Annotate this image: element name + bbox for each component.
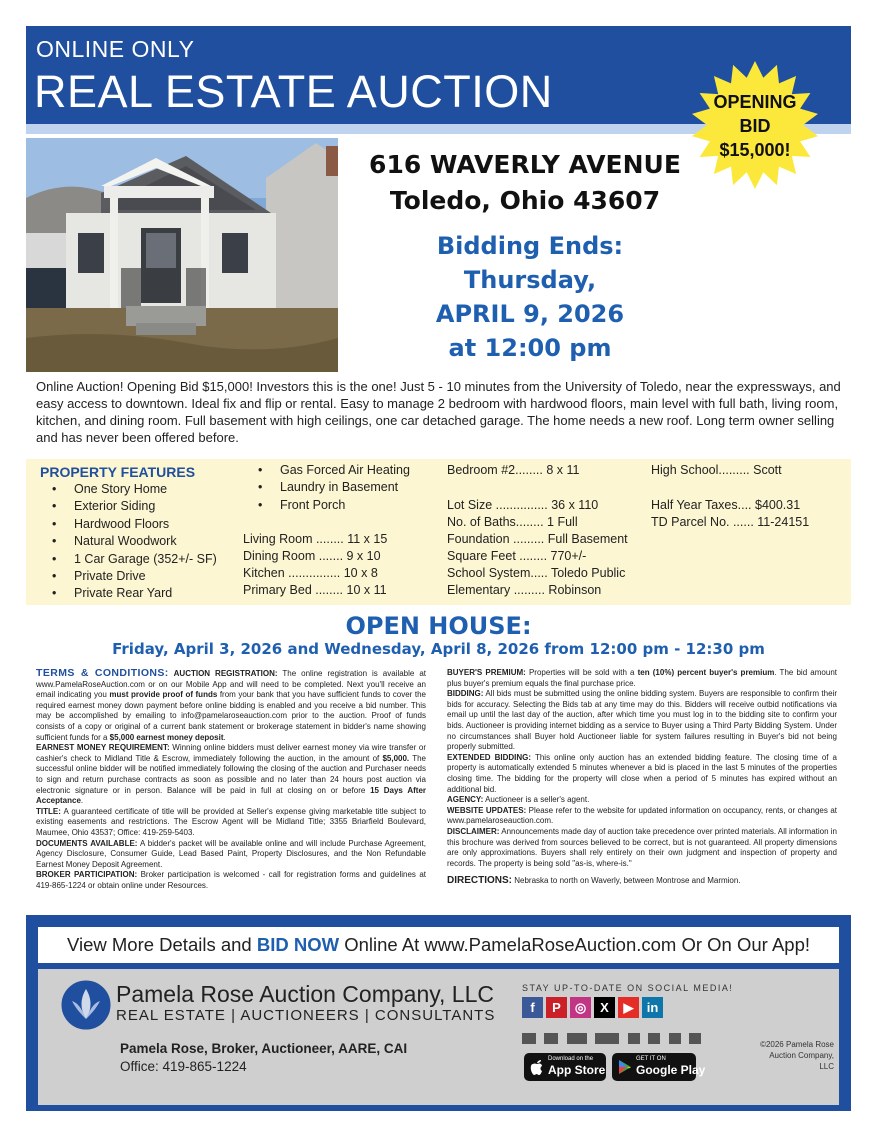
company-logo-icon — [60, 979, 112, 1031]
association-logo-icon — [567, 1033, 587, 1044]
list-item: • Private Rear Yard — [52, 586, 173, 601]
google-play-button[interactable]: GET IT ON Google Play — [612, 1053, 696, 1081]
association-logos — [522, 1033, 722, 1045]
terms-left-column — [36, 668, 426, 891]
list-item: • Laundry in Basement — [258, 480, 399, 495]
header-line1: ONLINE ONLY — [36, 36, 195, 62]
terms-bidding: BIDDING: All bids must be submitted using the online bidding system. Buyers are responsible to confirm their bids for accuracy. Selecting the Bids tab at any time may do this. Bidders will receive outbid notifications via email up until the last day of the auction, after which time you must log in to the bidding site to confirm your bids. Auctioneer is providing internet bidding as a service to Buyer using a Third Party Bidding System. Under no circumstances shall Buyer hold Auctioneer liable for system failures resulting in Buyer's bid not being properly submitted. — [447, 689, 837, 752]
facebook-icon[interactable]: f — [522, 997, 543, 1018]
app-store-button[interactable]: Download on the App Store — [524, 1053, 606, 1081]
association-logo-icon — [595, 1033, 619, 1044]
terms-disclaimer: DISCLAIMER: Announcements made day of auction take precedence over printed materials. All information in this brochure was derived from sources believed to be correct, but is not guaranteed. All property dimensions are only approximations. Buyers shall rely entirely on their own judgment and inspection of property and records. The property is being sold "as-is, where-is." — [447, 826, 837, 868]
association-logo-icon — [628, 1033, 640, 1044]
baths: No. of Baths........ 1 Full — [447, 515, 578, 529]
association-logo-icon — [689, 1033, 701, 1044]
association-logo-icon — [522, 1033, 536, 1044]
room-kitchen: Kitchen ............... 10 x 8 — [243, 566, 378, 580]
social-heading: STAY UP-TO-DATE ON SOCIAL MEDIA! — [522, 983, 734, 993]
company-name: Pamela Rose Auction Company, LLC — [116, 981, 494, 1007]
terms-right-column — [447, 668, 837, 887]
youtube-icon[interactable]: ▶ — [618, 997, 639, 1018]
square-feet: Square Feet ........ 770+/- — [447, 549, 587, 563]
parcel-number: TD Parcel No. ...... 11-24151 — [651, 515, 810, 529]
starburst-line3: $15,000! — [719, 140, 791, 160]
google-play-icon — [618, 1059, 632, 1075]
room-bedroom-2: Bedroom #2........ 8 x 11 — [447, 463, 580, 477]
association-logo-icon — [544, 1033, 558, 1044]
half-year-taxes: Half Year Taxes.... $400.31 — [651, 498, 801, 512]
property-street: 616 WAVERLY AVENUE — [369, 150, 681, 179]
room-dining: Dining Room ....... 9 x 10 — [243, 549, 381, 563]
terms-extended: EXTENDED BIDDING: This online only auction has an extended bidding feature. The closing time of a property is automatically extended 5 minutes whenever a bid is placed in the last 5 minutes of the properties closing time. The bidding for the property will close when a period of 5 minutes has expired without an additional bid. — [447, 752, 837, 794]
property-city: Toledo, Ohio 43607 — [389, 186, 661, 215]
copyright: ©2026 Pamela Rose Auction Company, LLC — [760, 1040, 834, 1071]
list-item: • 1 Car Garage (352+/- SF) — [52, 551, 217, 566]
bidding-ends-day: Thursday, — [463, 266, 597, 294]
terms-updates: WEBSITE UPDATES: Please refer to the website for updated information on occupancy, rents, or changes at www.pamelaroseauction.com. — [447, 805, 837, 826]
header-title: REAL ESTATE AUCTION — [34, 66, 553, 117]
list-item: • Front Porch — [258, 497, 346, 512]
starburst-line2: BID — [739, 116, 771, 136]
bidding-ends-time: at 12:00 pm — [448, 334, 612, 362]
opening-bid-starburst — [690, 60, 820, 190]
terms-earnest-money: EARNEST MONEY REQUIREMENT: Winning online bidders must deliver earnest money via wire transfer or cashier's check to Midland Title & Escrow, immediately following the auction, in the amount of $5,000. The successful online bidder will be notified immediately following the closing of the auction and Purchaser needs to sign and return purchase contracts as soon as possible and no later than 24 hours post auction via electronic signature or in person. Balance will be paid in full at closing on or before 15 Days After Acceptance. — [36, 743, 427, 806]
features-list-1 — [52, 481, 217, 603]
terms-agency: AGENCY: Auctioneer is a seller's agent. — [447, 795, 590, 805]
open-house-dates: Friday, April 3, 2026 and Wednesday, April 8, 2026 from 12:00 pm - 12:30 pm — [112, 640, 765, 658]
association-logo-icon — [648, 1033, 660, 1044]
terms-premium: BUYER'S PREMIUM: Properties will be sold with a ten (10%) percent buyer's premium. The bid amount plus buyer's premium equals the final purchase price. — [447, 668, 837, 688]
bid-now-bar[interactable]: View More Details and BID NOW Online At www.PamelaRoseAuction.com Or On Our App! — [38, 927, 839, 963]
terms-directions: DIRECTIONS: Nebraska to north on Waverly, between Montrose and Marmion. — [447, 875, 741, 887]
list-item: • One Story Home — [52, 482, 168, 496]
bidding-ends-label: Bidding Ends: — [436, 232, 624, 260]
list-item: • Hardwood Floors — [52, 516, 170, 531]
list-item: • Exterior Siding — [52, 499, 156, 514]
x-icon[interactable]: X — [594, 997, 615, 1018]
association-logo-icon — [669, 1033, 681, 1044]
school-system: School System..... Toledo Public — [447, 566, 626, 580]
features-list-2 — [258, 462, 410, 514]
company-subtitle: REAL ESTATE | AUCTIONEERS | CONSULTANTS — [116, 1007, 496, 1024]
property-features-panel — [26, 459, 851, 605]
pinterest-icon[interactable]: P — [546, 997, 567, 1018]
foundation: Foundation ......... Full Basement — [447, 532, 628, 546]
linkedin-icon[interactable]: in — [642, 997, 663, 1018]
terms-registration: TERMS & CONDITIONS: AUCTION REGISTRATION: The online registration is available at www.PamelaRoseAuction.com or on our Mobile App and will need to be completed. Next you'll receive an email indicating you must provide proof of funds from your bank that you have sufficient funds to cover the required earnest money down payment before online bidding is enabled and you receive a bid number. This may be accomplished by emailing to info@pamelaroseauction.com prior to the auction. Proof of funds consists of a copy or original of a current bank statement or brokerage statement in bidder's name showing sufficient funds for a $5,000 earnest money deposit. — [36, 667, 426, 742]
company-panel — [38, 969, 839, 1105]
instagram-icon[interactable]: ◎ — [570, 997, 591, 1018]
room-living: Living Room ........ 11 x 15 — [243, 532, 388, 546]
starburst-line1: OPENING — [713, 92, 797, 112]
broker-name: Pamela Rose, Broker, Auctioneer, AARE, CAI — [120, 1041, 408, 1056]
bidding-ends-date: APRIL 9, 2026 — [435, 300, 625, 328]
elementary-school: Elementary ......... Robinson — [447, 583, 602, 597]
terms-documents: DOCUMENTS AVAILABLE: A bidder's packet will be available online and will include Purchase Agreement, Agency Disclosure, Consumer Guide, Lead Based Paint, Property Disclosures, and the Non Refundable Earnest Money Deposit Agreement. — [36, 838, 426, 869]
property-description: Online Auction! Opening Bid $15,000! Investors this is the one! Just 5 - 10 minutes from the University of Toledo, near the expressways, and easy access to downtown. Ideal fix and flip or rental. Easy to manage 2 bedroom with hardwood floors, main level with full bath, living room, kitchen, and dining room. Full basement with high ceilings, one car detached garage. The home needs a new roof. Long term owner selling and has never been offered before. — [36, 379, 841, 445]
high-school: High School......... Scott — [651, 463, 782, 477]
list-item: • Gas Forced Air Heating — [258, 463, 410, 477]
room-primary-bed: Primary Bed ........ 10 x 11 — [243, 583, 387, 597]
property-features-title: PROPERTY FEATURES — [40, 464, 196, 480]
apple-icon — [530, 1059, 544, 1075]
list-item: • Private Drive — [52, 568, 146, 583]
terms-broker: BROKER PARTICIPATION: Broker participation is welcomed - call for registration forms and guidelines at 419-865-1224 or obtain online under Resources. — [36, 870, 426, 890]
property-photo — [26, 138, 338, 372]
lot-size: Lot Size ............... 36 x 110 — [447, 498, 599, 512]
office-phone: Office: 419-865-1224 — [120, 1059, 247, 1074]
footer-banner — [26, 915, 851, 1111]
list-item: • Natural Woodwork — [52, 534, 177, 549]
terms-title: TITLE: A guaranteed certificate of title will be provided at Seller's expense giving marketable title subject to existing easements and restrictions. The Escrow Agent will be Midland Title; 3355 Briarfield Boulevard, Maumee, Ohio 43537; Office: 419-259-5403. — [36, 806, 426, 837]
open-house-title: OPEN HOUSE: — [345, 612, 532, 640]
bid-now-link[interactable]: BID NOW — [256, 934, 340, 955]
